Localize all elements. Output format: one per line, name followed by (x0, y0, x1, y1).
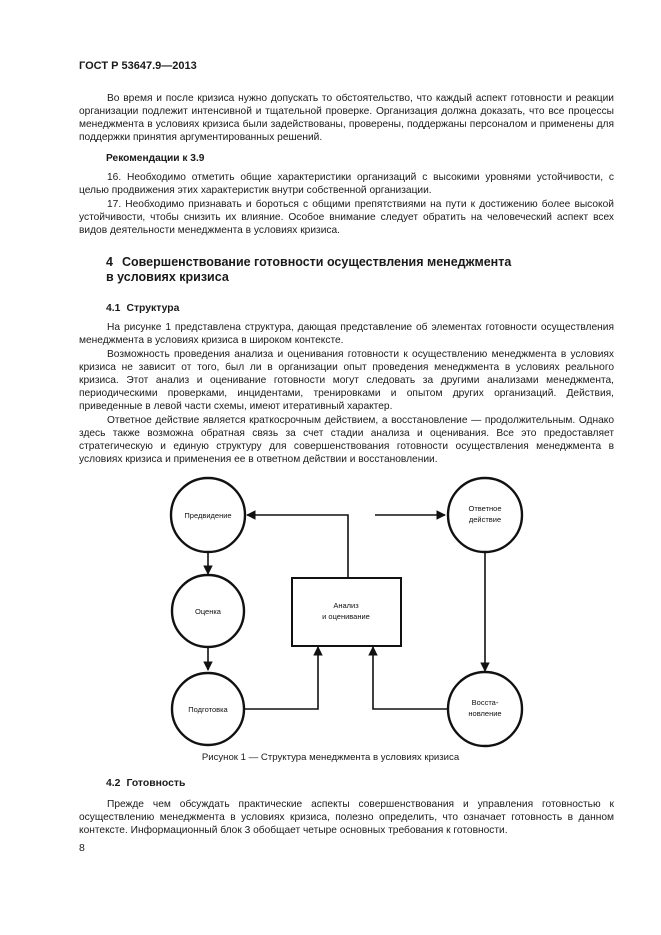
label-prevention: Предвидение (184, 511, 232, 520)
paragraph: Прежде чем обсуждать практические аспекты совершенствования и управления готовностью к осуществлению менеджмента в условиях кризиса, полезно определить, что означает готовность в данном контексте. Информационный блок 3 обобщает четыре основных требования к готовности. (79, 799, 614, 836)
section-number: 4 (106, 255, 113, 269)
paragraph: Возможность проведения анализа и оценивания готовности к осуществлению менеджмента в условиях кризиса не зависит от того, был ли в организации опыт проведения менеджмента в условиях реального кризиса. Этот анализ и оценивание готовности могут следовать за другими анализами менеджмента, периодическими проверками, инцидентами, тренировками и опытом других организаций. Действия, приведенные в левой части схемы, имеют итеративный характер. (79, 349, 614, 412)
arrow-recovery-to-analysis (373, 647, 447, 709)
label-response-line2: действие (468, 515, 502, 524)
label-preparation: Подготовка (188, 705, 228, 714)
label-recovery-line1: Восста- (471, 698, 499, 707)
section-heading-4-2 (106, 778, 185, 789)
document-header: ГОСТ Р 53647.9—2013 (79, 60, 197, 72)
arrow-analysis-to-prevention (247, 515, 348, 578)
section-title-line2: в условиях кризиса (106, 270, 229, 284)
arrow-preparation-to-analysis (244, 647, 318, 709)
label-analysis-line2: и оценивание (322, 612, 370, 621)
paragraph: Во время и после кризиса нужно допускать то обстоятельство, что каждый аспект готовности и реакции организации подлежит интенсивной и тщательной проверке. Организация должна доказать, что все процессы менеджмента в условиях кризиса были задействованы, проверены, поддержаны персоналом и применены для поддержки принятия аргументированных решений. (79, 93, 614, 143)
paragraph: 17. Необходимо признавать и бороться с общими препятствиями на пути к достижению более высокой устойчивости, чтобы снизить их влияние. Особое внимание следует обратить на человеческий аспект всех видов деятельности менеджмента в условиях кризиса. (79, 199, 614, 236)
label-recovery-line2: новление (468, 709, 502, 718)
label-response-line1: Ответное (468, 504, 502, 513)
section-title: Готовность (126, 778, 186, 789)
recommendations-heading: Рекомендации к 3.9 (106, 153, 205, 164)
figure-caption: Рисунок 1 — Структура менеджмента в условиях кризиса (201, 752, 460, 763)
paragraph: 16. Необходимо отметить общие характеристики организаций с высокими уровнями устойчивости, с целью продвижения этих характеристик внутри собственной организации. (79, 172, 614, 196)
paragraph: Ответное действие является краткосрочным действием, а восстановление — продолжительным. Однако здесь также возможна обратная связь за счет стадии анализа и оценивания. Все это предоставляет стратегическую и единую структуру для совершенствования готовности осуществления менеджмента в условиях кризиса и применения ее в ответном действии и восстановлении. (79, 415, 614, 465)
section-number: 4.1 (106, 303, 121, 314)
section-title-line1: Совершенствование готовности осуществления менеджмента (122, 255, 512, 269)
section-title: Структура (126, 303, 180, 314)
page-number: 8 (79, 842, 85, 854)
section-number: 4.2 (106, 778, 121, 789)
label-analysis-line1: Анализ (333, 601, 359, 610)
paragraph: На рисунке 1 представлена структура, дающая представление об элементах готовности осуществления менеджмента в условиях кризиса в широком контексте. (79, 322, 614, 346)
label-assessment: Оценка (195, 607, 221, 616)
